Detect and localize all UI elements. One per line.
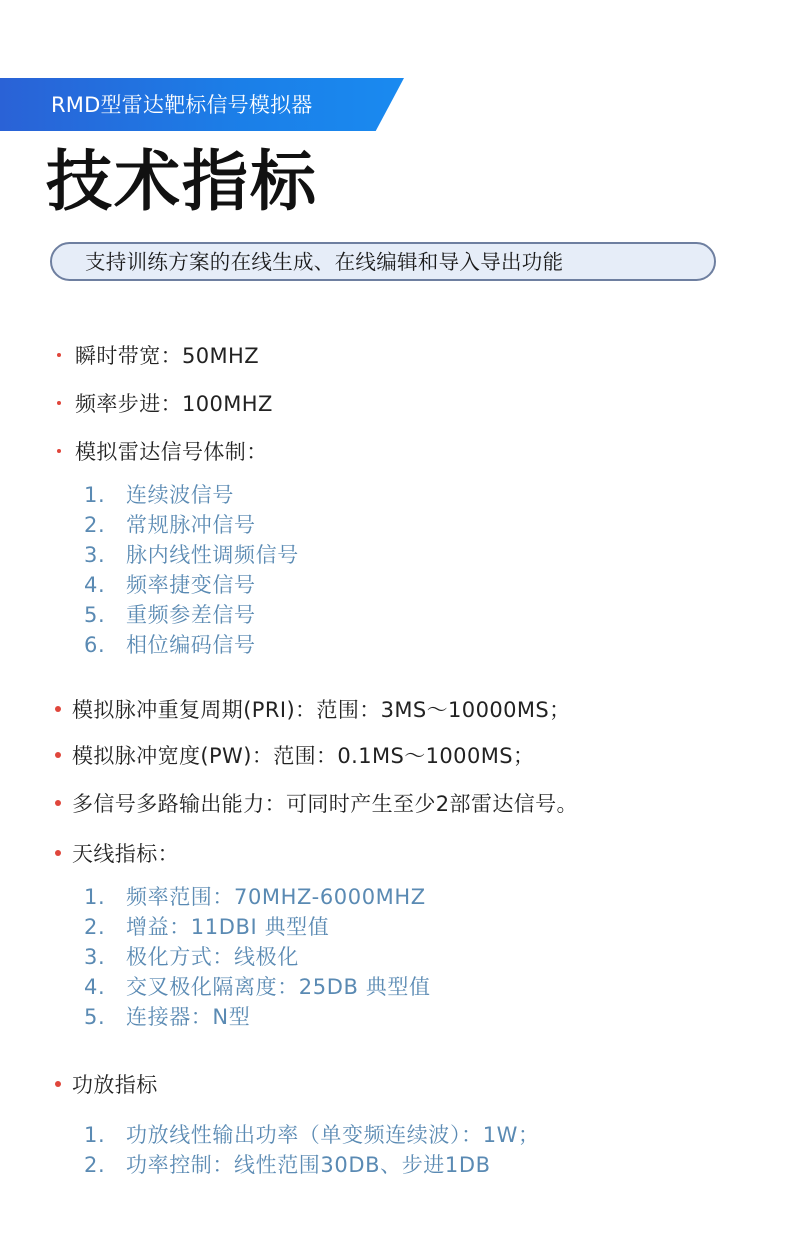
signal-mode-item — [84, 480, 234, 510]
bullet-dot-icon — [55, 800, 61, 806]
spec-multi-output-text: 多信号多路输出能力：可同时产生至少2部雷达信号。 — [72, 792, 578, 816]
list-number: 4. — [84, 975, 106, 999]
antenna-heading-text: 天线指标： — [72, 842, 179, 866]
list-item-text: 极化方式：线极化 — [126, 945, 299, 969]
list-item-text: 频率范围：70MHZ-6000MHZ — [126, 885, 426, 909]
antenna-item — [84, 1002, 250, 1032]
list-item-text: 脉内线性调频信号 — [126, 543, 299, 567]
signal-mode-item — [84, 540, 299, 570]
spec-amplifier-heading — [55, 1071, 158, 1099]
list-number: 3. — [84, 543, 106, 567]
page-title: 技术指标 — [46, 143, 318, 220]
product-name: RMD型雷达靶标信号模拟器 — [51, 93, 313, 117]
signal-mode-item — [84, 570, 256, 600]
list-item-text: 交叉极化隔离度：25DB 典型值 — [126, 975, 431, 999]
list-item-text: 增益：11DBI 典型值 — [126, 915, 330, 939]
amplifier-heading-text: 功放指标 — [72, 1073, 158, 1097]
bullet-dot-icon — [55, 850, 61, 856]
spec-freq-step — [55, 390, 273, 418]
spec-pri — [55, 696, 571, 724]
bullet-dot-icon — [55, 1081, 61, 1087]
list-item-text: 功率控制：线性范围30DB、步进1DB — [126, 1153, 491, 1177]
list-item-text: 功放线性输出功率（单变频连续波）：1W； — [126, 1123, 540, 1147]
spec-pri-text: 模拟脉冲重复周期(PRI)：范围：3MS～10000MS； — [72, 698, 571, 722]
antenna-item — [84, 972, 431, 1002]
bullet-dot-icon — [55, 706, 61, 712]
spec-signal-modes-heading — [55, 438, 268, 466]
bullet-dot-icon — [57, 449, 61, 453]
list-item-text: 常规脉冲信号 — [126, 513, 256, 537]
list-item-text: 相位编码信号 — [126, 633, 256, 657]
bullet-dot-icon — [55, 752, 61, 758]
signal-mode-item — [84, 600, 256, 630]
list-number: 1. — [84, 1123, 106, 1147]
list-number: 3. — [84, 945, 106, 969]
list-number: 2. — [84, 915, 106, 939]
amplifier-item — [84, 1150, 491, 1180]
bullet-dot-icon — [57, 401, 61, 405]
spec-bandwidth — [55, 342, 259, 370]
spec-pw — [55, 742, 534, 770]
list-number: 2. — [84, 1153, 106, 1177]
bullet-dot-icon — [57, 353, 61, 357]
list-number: 5. — [84, 603, 106, 627]
antenna-item — [84, 882, 426, 912]
amplifier-item — [84, 1120, 540, 1150]
list-number: 5. — [84, 1005, 106, 1029]
list-number: 1. — [84, 483, 106, 507]
list-number: 1. — [84, 885, 106, 909]
list-item-text: 重频参差信号 — [126, 603, 256, 627]
list-item-text: 连续波信号 — [126, 483, 234, 507]
list-number: 4. — [84, 573, 106, 597]
spec-freq-step-text: 频率步进：100MHZ — [75, 392, 273, 416]
list-item-text: 频率捷变信号 — [126, 573, 256, 597]
signal-modes-heading-text: 模拟雷达信号体制： — [75, 440, 268, 464]
list-number: 2. — [84, 513, 106, 537]
tagline-text: 支持训练方案的在线生成、在线编辑和导入导出功能 — [85, 250, 564, 274]
antenna-item — [84, 942, 299, 972]
antenna-item — [84, 912, 329, 942]
spec-antenna-heading — [55, 840, 179, 868]
spec-multi-output — [55, 790, 578, 818]
spec-pw-text: 模拟脉冲宽度(PW)：范围：0.1MS～1000MS； — [72, 744, 535, 768]
spec-bandwidth-text: 瞬时带宽：50MHZ — [75, 344, 260, 368]
list-number: 6. — [84, 633, 106, 657]
signal-mode-item — [84, 630, 256, 660]
list-item-text: 连接器：N型 — [126, 1005, 251, 1029]
signal-mode-item — [84, 510, 256, 540]
